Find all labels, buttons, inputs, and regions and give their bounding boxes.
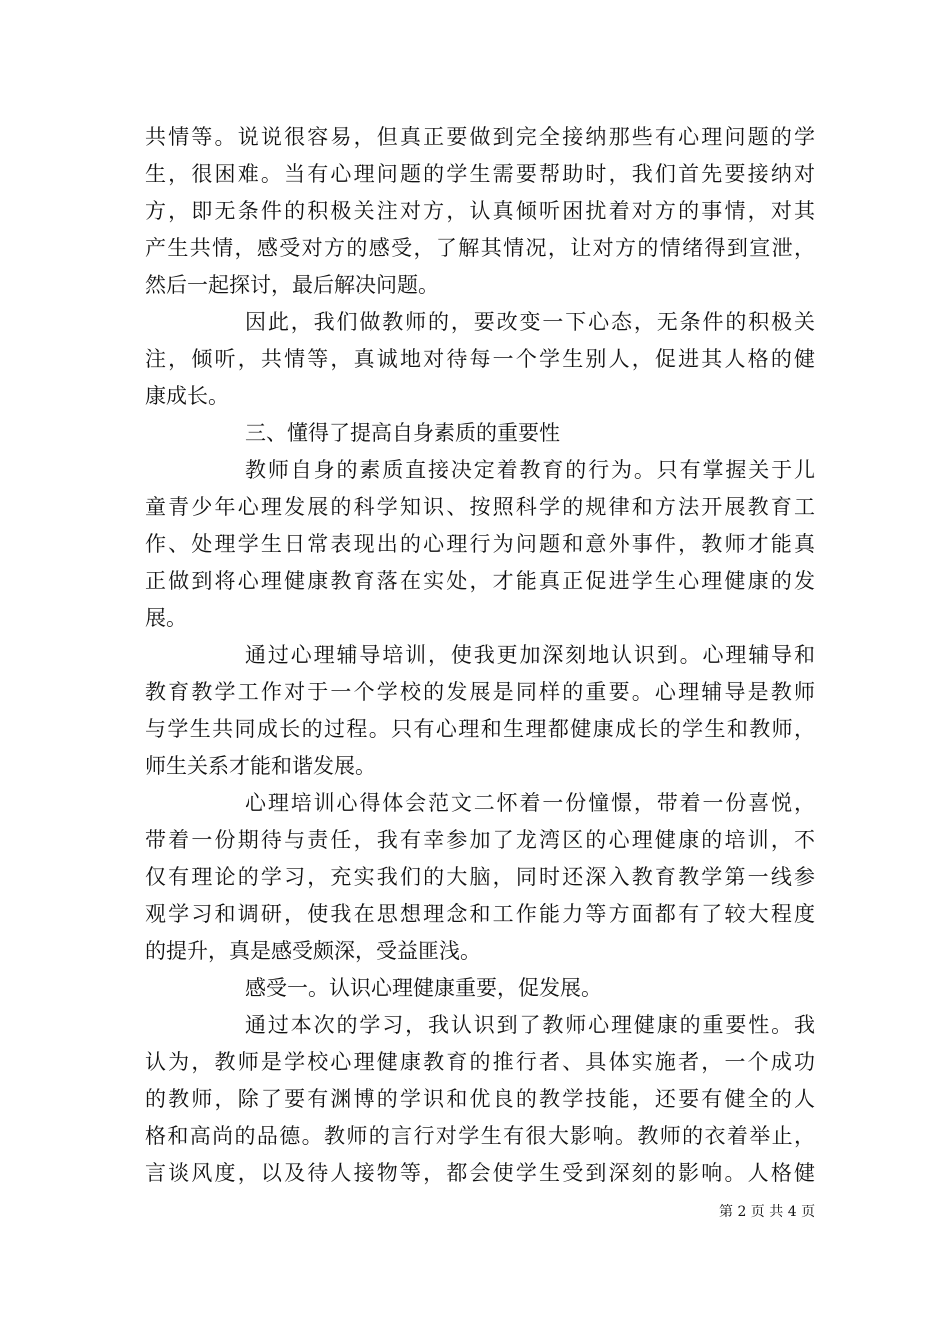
text-line: 生，很困难。当有心理问题的学生需要帮助时，我们首先要接纳对 (145, 162, 815, 186)
text-line: 格和高尚的品德。教师的言行对学生有很大影响。教师的衣着举止， (145, 1124, 815, 1148)
text-line: 共情等。说说很容易，但真正要做到完全接纳那些有心理问题的学 (145, 125, 815, 149)
text-line: 教师自身的素质直接决定着教育的行为。只有掌握关于儿 (245, 458, 815, 482)
text-line: 观学习和调研，使我在思想理念和工作能力等方面都有了较大程度 (145, 902, 815, 926)
text-line: 注，倾听，共情等，真诚地对待每一个学生别人，促进其人格的健 (145, 347, 815, 371)
text-line: 然后一起探讨，最后解决问题。 (145, 273, 439, 297)
text-line: 童青少年心理发展的科学知识、按照科学的规律和方法开展教育工 (145, 495, 815, 519)
text-line: 心理培训心得体会范文二怀着一份憧憬，带着一份喜悦， (245, 791, 815, 815)
text-line: 康成长。 (145, 384, 229, 408)
text-line: 言谈风度，以及待人接物等，都会使学生受到深刻的影响。人格健 (145, 1161, 815, 1185)
text-line: 展。 (145, 606, 187, 630)
text-line: 作、处理学生日常表现出的心理行为问题和意外事件，教师才能真 (145, 532, 815, 556)
text-line: 师生关系才能和谐发展。 (145, 754, 376, 778)
page-footer: 第 2 页 共 4 页 (719, 1204, 816, 1220)
text-line: 正做到将心理健康教育落在实处，才能真正促进学生心理健康的发 (145, 569, 815, 593)
text-line: 与学生共同成长的过程。只有心理和生理都健康成长的学生和教师， (145, 717, 815, 741)
text-line: 的教师，除了要有渊博的学识和优良的教学技能，还要有健全的人 (145, 1087, 815, 1111)
text-line: 通过心理辅导培训，使我更加深刻地认识到。心理辅导和 (245, 643, 815, 667)
text-line: 方，即无条件的积极关注对方，认真倾听困扰着对方的事情，对其 (145, 199, 815, 223)
section-heading: 三、懂得了提高自身素质的重要性 (245, 421, 560, 445)
text-line: 因此，我们做教师的，要改变一下心态，无条件的积极关 (245, 310, 815, 334)
text-line: 通过本次的学习，我认识到了教师心理健康的重要性。我 (245, 1013, 815, 1037)
text-line: 教育教学工作对于一个学校的发展是同样的重要。心理辅导是教师 (145, 680, 815, 704)
text-line: 的提升，真是感受颇深，受益匪浅。 (145, 939, 481, 963)
section-heading: 感受一。认识心理健康重要，促发展。 (245, 976, 602, 1000)
text-line: 产生共情，感受对方的感受，了解其情况，让对方的情绪得到宣泄， (145, 236, 815, 260)
text-line: 认为，教师是学校心理健康教育的推行者、具体实施者，一个成功 (145, 1050, 815, 1074)
text-line: 带着一份期待与责任，我有幸参加了龙湾区的心理健康的培训，不 (145, 828, 815, 852)
text-line: 仅有理论的学习，充实我们的大脑，同时还深入教育教学第一线参 (145, 865, 815, 889)
